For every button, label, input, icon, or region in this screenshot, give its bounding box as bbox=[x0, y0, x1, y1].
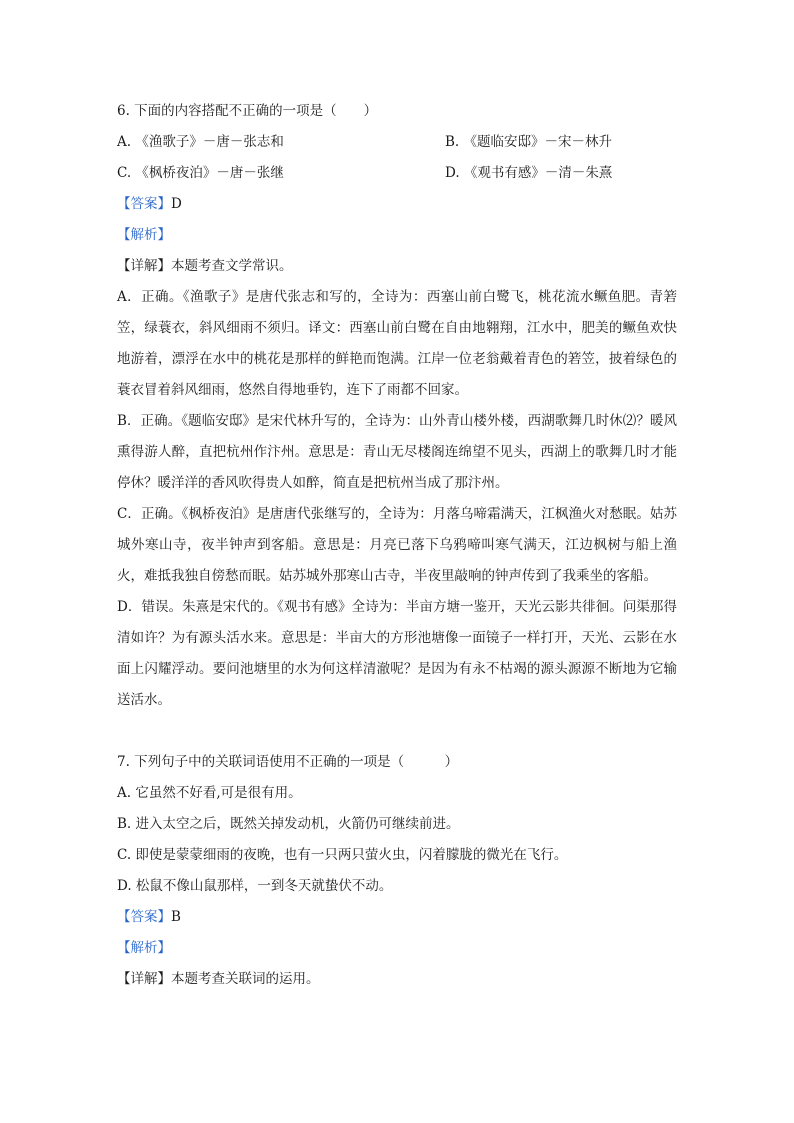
question-6-detail bbox=[117, 251, 677, 282]
detail-tag: 【详解】 bbox=[117, 971, 171, 987]
question-7-analysis bbox=[117, 933, 677, 964]
document-page bbox=[117, 96, 677, 995]
question-6-explain-a: A．正确。《渔歌子》是唐代张志和写的，全诗为：西塞山前白鹭飞，桃花流水鳜鱼肥。青箬笠，绿蓑衣，斜风细雨不须归。译文：西塞山前白鹭在自由地翱翔，江水中，肥美的鳜鱼欢快地游着，漂浮在水中的桃花是那样的鲜艳而饱满。江岸一位老翁戴着青色的箬笠，披着绿色的蓑衣冒着斜风细雨，悠然自得地垂钓，连下了雨都不回家。 bbox=[117, 289, 677, 398]
question-7-stem: 7. 下列句子中的关联词语使用不正确的一项是（ ） bbox=[117, 754, 459, 770]
detail-text: 本题考查文学常识。 bbox=[171, 258, 293, 274]
answer-value: D bbox=[171, 196, 182, 212]
section-gap bbox=[117, 716, 677, 747]
question-6-stem: 6. 下面的内容搭配不正确的一项是（ ） bbox=[117, 103, 378, 119]
detail-text: 本题考查关联词的运用。 bbox=[171, 971, 320, 987]
question-6-option-c: C. 《枫桥夜泊》－唐－张继 bbox=[117, 165, 284, 181]
question-6-option-d: D. 《观书有感》－清－朱熹 bbox=[445, 165, 613, 181]
question-7-detail bbox=[117, 964, 677, 995]
detail-tag: 【详解】 bbox=[117, 258, 171, 274]
question-7-answer bbox=[117, 902, 677, 933]
question-6-option-a: A. 《渔歌子》－唐－张志和 bbox=[117, 134, 284, 150]
question-6-options-row-2 bbox=[117, 158, 677, 189]
question-6-answer bbox=[117, 189, 677, 220]
answer-tag: 【答案】 bbox=[117, 196, 171, 212]
answer-value: B bbox=[171, 909, 181, 925]
question-7-option-d: D. 松鼠不像山鼠那样，一到冬天就蛰伏不动。 bbox=[117, 878, 393, 894]
question-7-option-b: B. 进入太空之后，既然关掉发动机，火箭仍可继续前进。 bbox=[117, 816, 460, 832]
question-6-explain-c: C．正确。《枫桥夜泊》是唐唐代张继写的，全诗为：月落乌啼霜满天，江枫渔火对愁眠。姑苏城外寒山寺，夜半钟声到客船。意思是：月亮已落下乌鸦啼叫寒气满天，江边枫树与船上渔火，难抵我独自傍愁而眠。姑苏城外那寒山古寺，半夜里敲响的钟声传到了我乘坐的客船。 bbox=[117, 506, 677, 584]
question-7-option-c: C. 即使是蒙蒙细雨的夜晚，也有一只两只萤火虫，闪着朦胧的微光在飞行。 bbox=[117, 847, 568, 863]
question-6-explain-b: B．正确。《题临安邸》是宋代林升写的，全诗为：山外青山楼外楼，西湖歌舞几时休⑵？暖风熏得游人醉，直把杭州作汴州。意思是：青山无尽楼阁连绵望不见头，西湖上的歌舞几时才能停休？暖洋洋的香风吹得贵人如醉，简直是把杭州当成了那汴州。 bbox=[117, 413, 677, 491]
question-6-options-row-1 bbox=[117, 127, 677, 158]
question-6-option-b: B. 《题临安邸》－宋－林升 bbox=[445, 134, 613, 150]
answer-tag: 【答案】 bbox=[117, 909, 171, 925]
analysis-tag: 【解析】 bbox=[117, 940, 171, 956]
question-6-explain-d: D．错误。朱熹是宋代的。《观书有感》全诗为：半亩方塘一鉴开，天光云影共徘徊。问渠那得清如许？为有源头活水来。意思是：半亩大的方形池塘像一面镜子一样打开，天光、云影在水面上闪耀浮动。要问池塘里的水为何这样清澈呢？是因为有永不枯竭的源头源源不断地为它输送活水。 bbox=[117, 599, 677, 708]
question-6-analysis bbox=[117, 220, 677, 251]
analysis-tag: 【解析】 bbox=[117, 227, 171, 243]
question-7-option-a: A. 它虽然不好看,可是很有用。 bbox=[117, 785, 302, 801]
